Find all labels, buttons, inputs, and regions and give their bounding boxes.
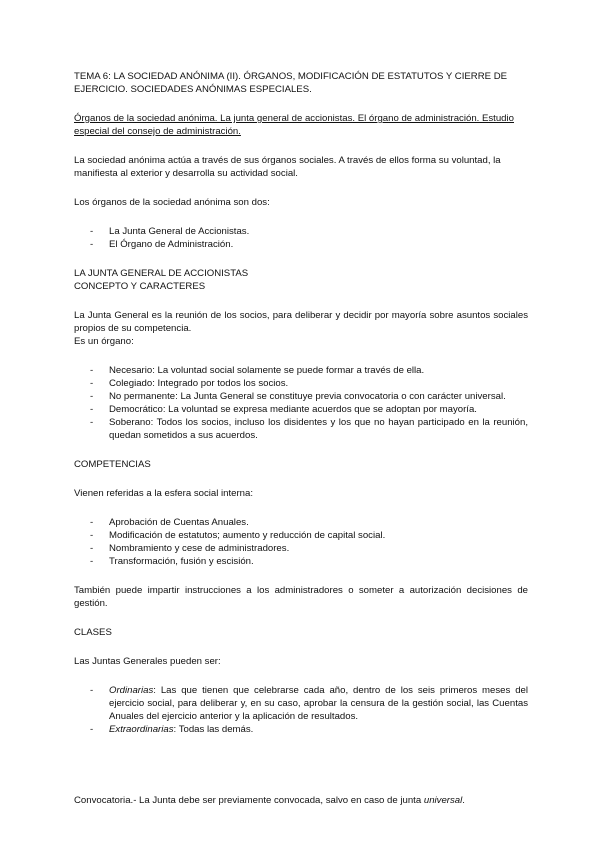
junta-definition: La Junta General es la reunión de los socios, para deliberar y decidir por mayoría sobre asuntos sociales propios de su competencia. xyxy=(74,310,528,334)
dash-bullet: - xyxy=(90,404,94,415)
list-item: - Soberano: Todos los socios, incluso los disidentes y los que no hayan participado en la reunión, quedan sometidos a sus acuerdos. xyxy=(90,417,528,441)
ordinarias-term: Ordinarias xyxy=(109,685,154,696)
list-item: - Democrático: La voluntad se expresa mediante acuerdos que se adoptan por mayoría. xyxy=(90,404,477,415)
list-item: - La Junta General de Accionistas. xyxy=(90,226,250,237)
concepto-heading: CONCEPTO Y CARACTERES xyxy=(74,281,206,292)
dash-bullet: - xyxy=(90,685,94,696)
list-item: - Modificación de estatutos; aumento y reducción de capital social. xyxy=(90,530,386,541)
dash-bullet: - xyxy=(90,365,94,376)
list-item: - Transformación, fusión y escisión. xyxy=(90,556,254,567)
blank-space xyxy=(74,752,528,794)
list-item: - No permanente: La Junta General se constituye previa convocatoria o con carácter universal. xyxy=(90,391,506,402)
list-item: - Necesario: La voluntad social solamente se puede formar a través de ella. xyxy=(90,365,425,376)
organos-list xyxy=(74,225,528,251)
list-item: - Extraordinarias: Todas las demás. xyxy=(90,724,254,735)
dash-bullet: - xyxy=(90,391,94,402)
competencias-heading: COMPETENCIAS xyxy=(74,459,151,470)
organo-label: Es un órgano: xyxy=(74,336,134,347)
dash-bullet: - xyxy=(90,556,94,567)
document-body xyxy=(74,70,528,807)
convocatoria-paragraph: Convocatoria.- La Junta debe ser previamente convocada, salvo en caso de junta universal. xyxy=(74,795,465,806)
list-item: - Nombramiento y cese de administradores. xyxy=(90,543,290,554)
extraordinarias-term: Extraordinarias xyxy=(109,724,174,735)
dash-bullet: - xyxy=(90,239,94,250)
list-item: - Ordinarias: Las que tienen que celebrarse cada año, dentro de los seis primeros meses del ejercicio social, para deliberar y, en su caso, aprobar la censura de la gestión social, las Cuentas Anuales del ejercicio anterior y la aplicación de resultados. xyxy=(90,685,528,722)
dash-bullet: - xyxy=(90,417,94,428)
document-title: TEMA 6: LA SOCIEDAD ANÓNIMA (II). ÓRGANOS, MODIFICACIÓN DE ESTATUTOS Y CIERRE DE EJERCICIO. SOCIEDADES ANÓNIMAS ESPECIALES. xyxy=(74,71,508,95)
dash-bullet: - xyxy=(90,226,94,237)
section-subtitle: Órganos de la sociedad anónima. La junta general de accionistas. El órgano de administración. Estudio especial del consejo de administración. xyxy=(74,113,514,137)
dash-bullet: - xyxy=(90,378,94,389)
dash-bullet: - xyxy=(90,530,94,541)
list-item: - Aprobación de Cuentas Anuales. xyxy=(90,517,249,528)
competencias-intro: Vienen referidas a la esfera social interna: xyxy=(74,488,254,499)
dash-bullet: - xyxy=(90,543,94,554)
instrucciones-paragraph: También puede impartir instrucciones a los administradores o someter a autorización decisiones de gestión. xyxy=(74,585,528,609)
list-item: - Colegiado: Integrado por todos los socios. xyxy=(90,378,289,389)
dash-bullet: - xyxy=(90,517,94,528)
dash-bullet: - xyxy=(90,724,94,735)
clases-list xyxy=(74,684,528,736)
clases-heading: CLASES xyxy=(74,627,112,638)
intro-paragraph: La sociedad anónima actúa a través de sus órganos sociales. A través de ellos forma su voluntad, la manifiesta al exterior y desarrolla su actividad social. xyxy=(74,155,501,179)
list-item: - El Órgano de Administración. xyxy=(90,239,234,250)
caracteres-list xyxy=(74,364,528,442)
competencias-list xyxy=(74,516,528,568)
universal-term: universal xyxy=(423,795,463,806)
organos-intro: Los órganos de la sociedad anónima son dos: xyxy=(74,197,270,208)
clases-intro: Las Juntas Generales pueden ser: xyxy=(74,656,221,667)
junta-heading: LA JUNTA GENERAL DE ACCIONISTAS xyxy=(74,268,249,279)
